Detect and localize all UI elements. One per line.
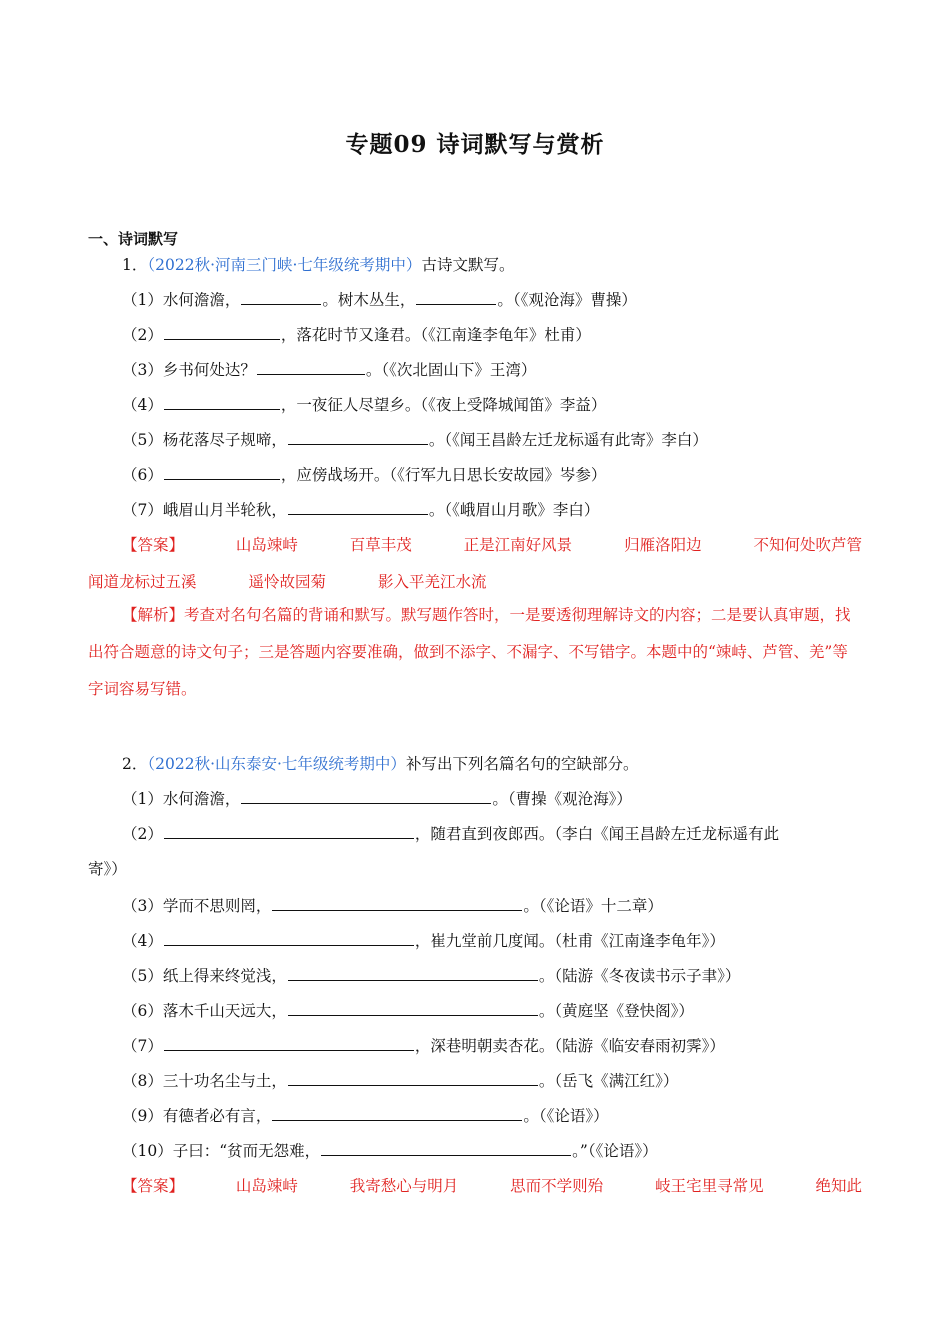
q1-analysis: 【解析】考查对名句名篇的背诵和默写。默写题作答时，一是要透彻理解诗文的内容；二是要认真审题，找出符合题意的诗文句子；三是答题内容要准确，做到不添字、不漏字、不写错字。本题中的“竦峙、芦管、羌”等字词容易写错。: [88, 606, 851, 698]
answer-item: 岐王宅里寻常见: [655, 1177, 764, 1195]
answer-blank: [241, 290, 321, 305]
q2-item-6: （6）落木千山天远大， 。（黄庭坚《登快阁》）: [122, 1002, 694, 1020]
section-heading: 一、诗词默写: [88, 230, 179, 248]
q2-item-4: （4） ，崔九堂前几度闻。（杜甫《江南逢李龟年》）: [122, 932, 725, 950]
answer-blank: [416, 290, 496, 305]
q2-item-2-cont: 寄》）: [88, 860, 127, 878]
answer-blank: [164, 931, 414, 946]
q1-item-3: （3）乡书何处达？ 。（《次北固山下》王湾）: [122, 361, 537, 379]
answer-blank: [288, 1001, 538, 1016]
q1-item-1: （1）水何澹澹， 。树木丛生， 。（《观沧海》曹操）: [122, 291, 637, 309]
answer-item: 我寄愁心与明月: [349, 1177, 459, 1195]
answer-item: 百草丰茂: [349, 536, 412, 554]
question-source: （2022秋·山东泰安·七年级统考期中）: [147, 755, 406, 773]
q2-item-5: （5）纸上得来终觉浅， 。（陆游《冬夜读书示子聿》）: [122, 967, 741, 985]
answer-item: 归雁洛阳边: [624, 536, 702, 554]
page-title: 专题09 诗词默写与赏析: [345, 131, 605, 158]
q2-answers-row-1: [122, 1174, 862, 1196]
q2-item-3: （3）学而不思则罔， 。（《论语》十二章）: [122, 897, 663, 915]
answer-item: 思而不学则殆: [510, 1177, 604, 1195]
answer-item: 山岛竦峙: [235, 1177, 298, 1195]
answer-blank: [288, 966, 538, 981]
answer-blank: [164, 1036, 414, 1051]
q2-item-2: （2） ，随君直到夜郎西。（李白《闻王昌龄左迁龙标遥有此: [122, 825, 780, 843]
q2-item-10: （10）子曰：“贫而无怨难， 。”（《论语》）: [122, 1142, 658, 1160]
answer-blank: [288, 1071, 538, 1086]
question-1-header: 1．（2022秋·河南三门峡·七年级统考期中）古诗文默写。: [122, 256, 515, 274]
question-source: （2022秋·河南三门峡·七年级统考期中）: [147, 256, 422, 274]
q1-item-4: （4） ，一夜征人尽望乡。（《夜上受降城闻笛》李益）: [122, 396, 607, 414]
answer-item: 绝知此: [815, 1177, 862, 1195]
answer-blank: [164, 465, 280, 480]
answer-item: 闻道龙标过五溪: [88, 573, 197, 591]
answer-blank: [272, 1106, 522, 1121]
answer-blank: [288, 500, 428, 515]
question-2-header: 2．（2022秋·山东泰安·七年级统考期中）补写出下列名篇名句的空缺部分。: [122, 755, 639, 773]
answer-blank: [241, 789, 491, 804]
answer-item: 正是江南好风景: [463, 536, 573, 554]
answer-item: 影入平羌江水流: [378, 573, 487, 591]
answer-blank: [164, 325, 280, 340]
q2-item-8: （8）三十功名尘与土， 。（岳飞《满江红》）: [122, 1072, 679, 1090]
answer-label: 【答案】: [122, 1177, 185, 1195]
answer-label: 【答案】: [122, 536, 185, 554]
answer-item: 遥怜故园菊: [248, 573, 327, 591]
q1-item-7: （7）峨眉山月半轮秋， 。（《峨眉山月歌》李白）: [122, 501, 600, 519]
answer-blank: [164, 824, 414, 839]
q1-answers-row-1: [122, 533, 862, 555]
q2-item-9: （9）有德者必有言， 。（《论语》）: [122, 1107, 609, 1125]
q1-item-2: （2） ，落花时节又逢君。（《江南逢李龟年》杜甫）: [122, 326, 591, 344]
q1-answers-row-2: [88, 570, 539, 592]
answer-item: 不知何处吹芦管: [753, 536, 862, 554]
q2-item-7: （7） ，深巷明朝卖杏花。（陆游《临安春雨初霁》）: [122, 1037, 725, 1055]
answer-blank: [164, 395, 280, 410]
q2-item-1: （1）水何澹澹， 。（曹操《观沧海》）: [122, 790, 632, 808]
answer-blank: [272, 896, 522, 911]
answer-item: 山岛竦峙: [235, 536, 298, 554]
q1-item-6: （6） ，应傍战场开。（《行军九日思长安故园》岑参）: [122, 466, 607, 484]
answer-blank: [288, 430, 428, 445]
answer-blank: [257, 360, 365, 375]
q1-item-5: （5）杨花落尽子规啼， 。（《闻王昌龄左迁龙标遥有此寄》李白）: [122, 431, 708, 449]
answer-blank: [321, 1141, 571, 1156]
